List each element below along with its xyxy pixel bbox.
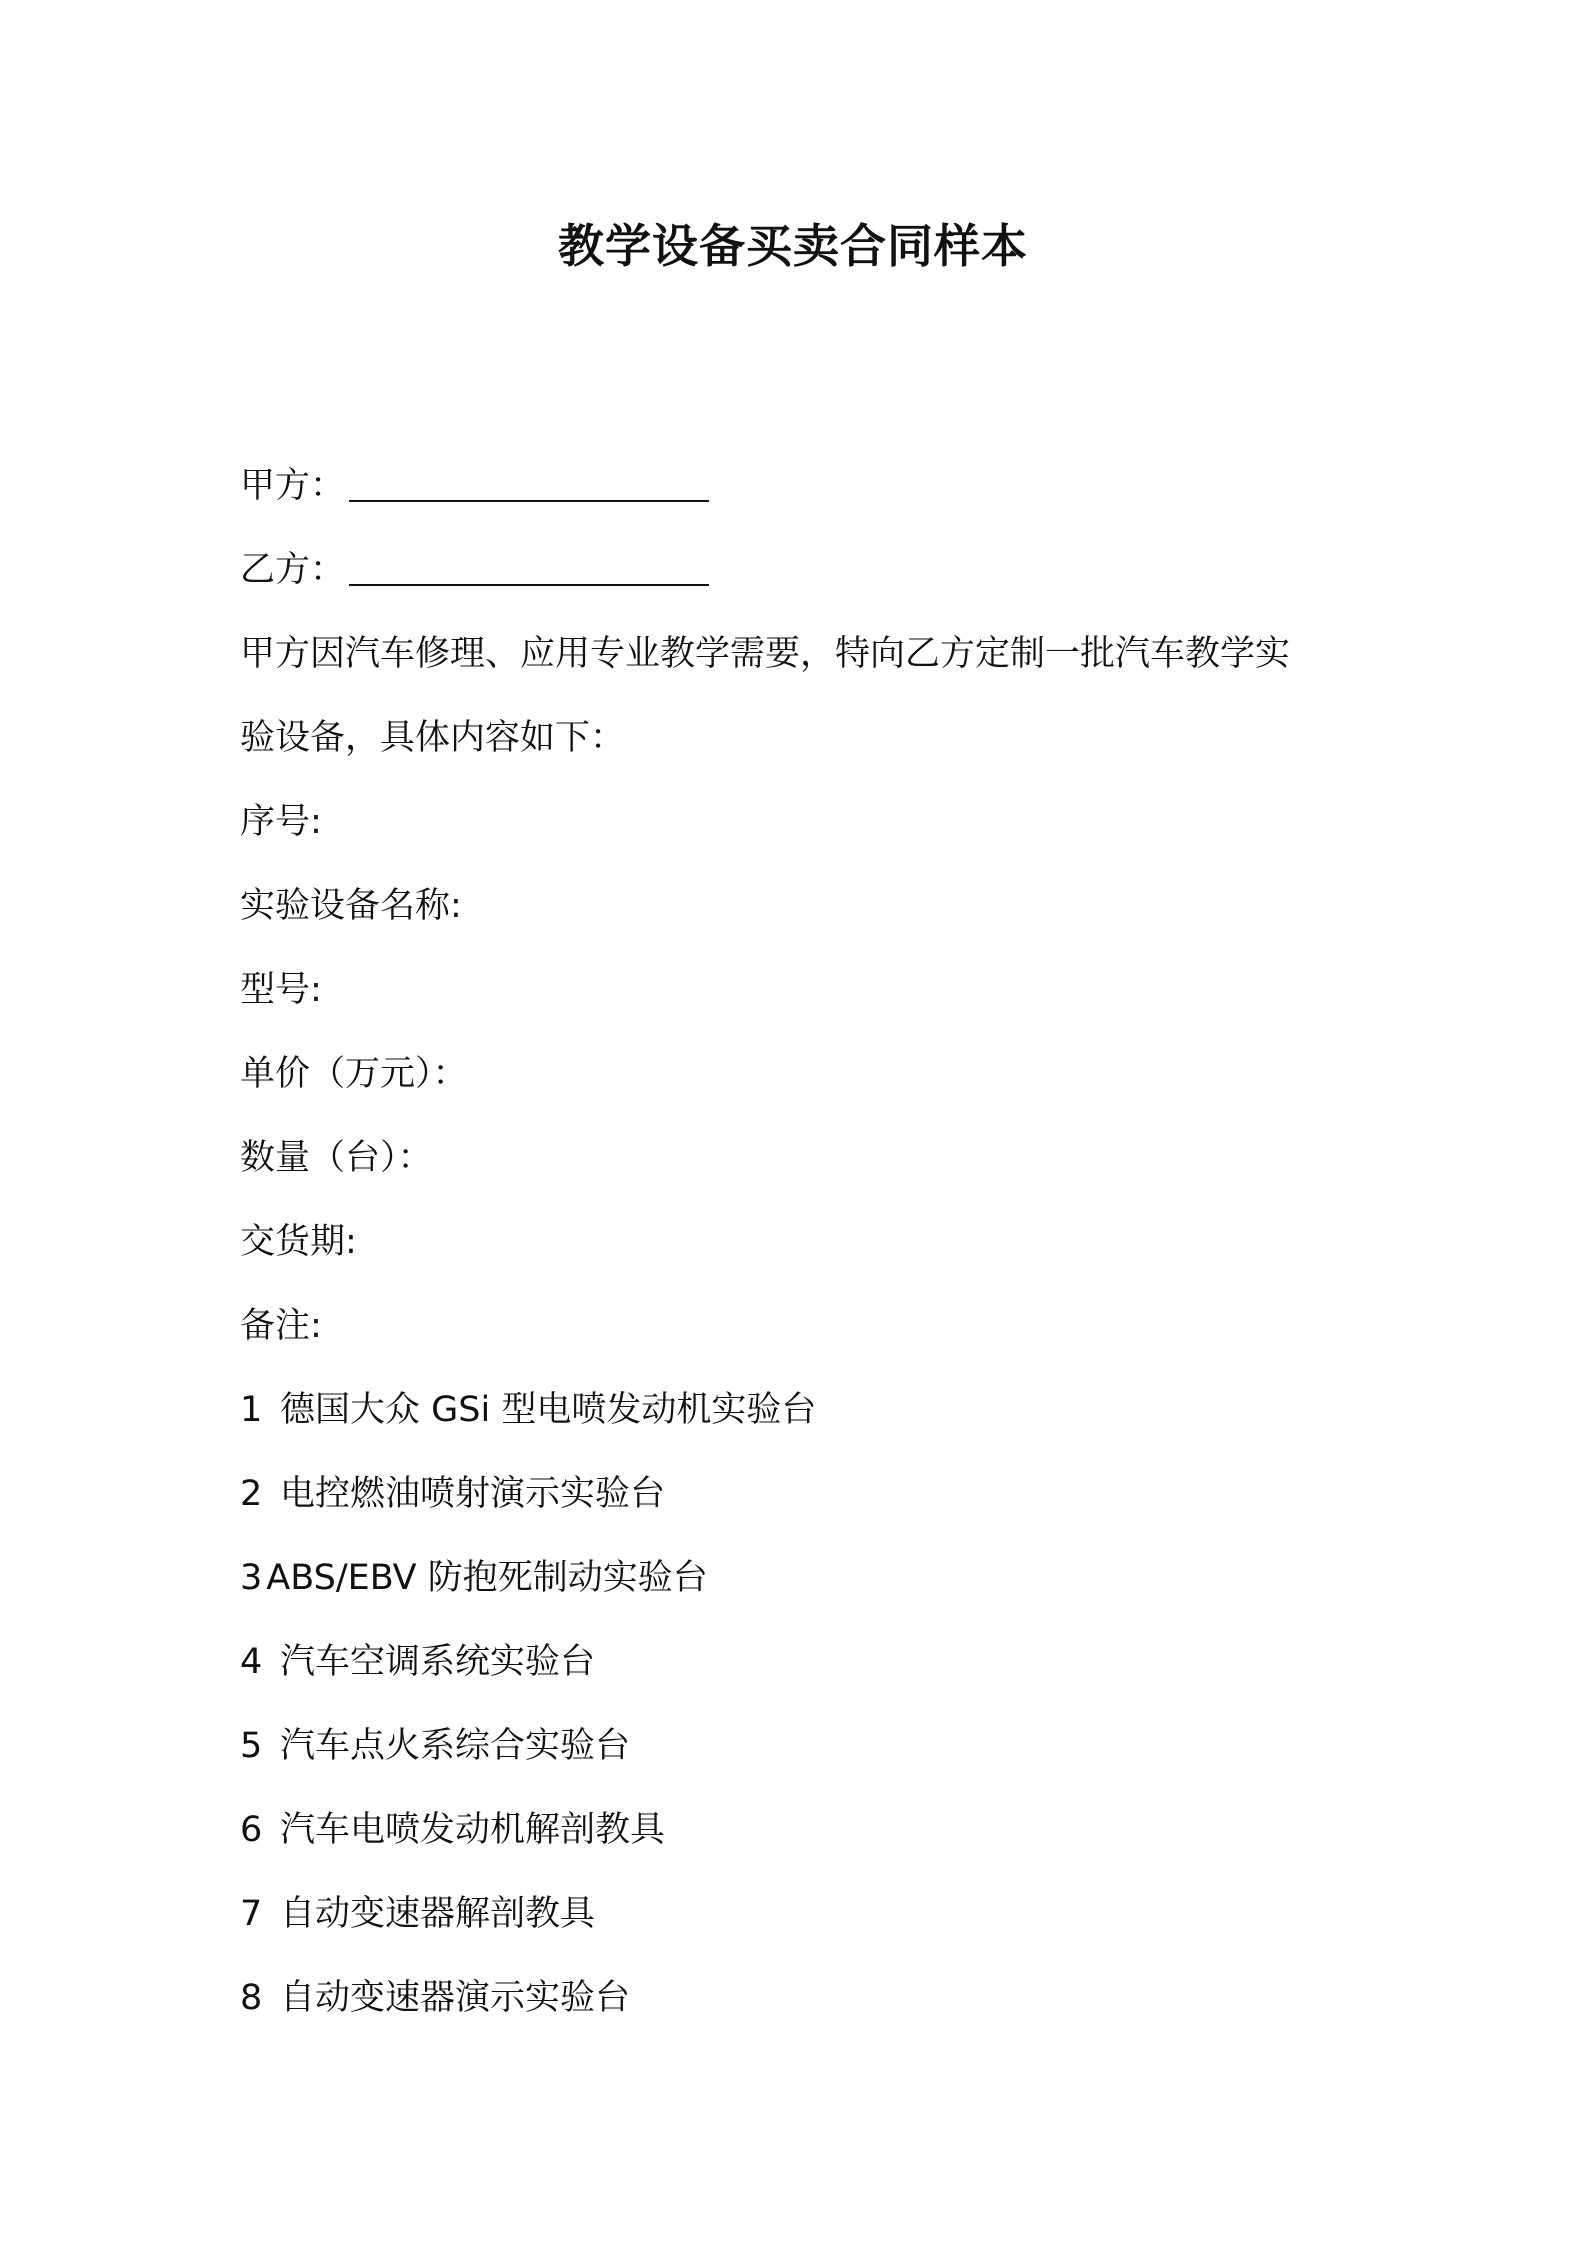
list-item — [240, 1536, 1360, 1620]
item-name: 汽车点火系综合实验台 — [280, 1726, 631, 1766]
list-item — [240, 1620, 1360, 1704]
intro-line-2: 验设备，具体内容如下： — [240, 718, 626, 758]
list-item — [240, 1368, 1360, 1452]
party-b-blank — [349, 580, 709, 586]
item-name: 电控燃油喷射演示实验台 — [280, 1474, 666, 1514]
party-a-label: 甲方： — [240, 466, 346, 506]
list-item — [240, 1872, 1360, 1956]
party-a-line — [240, 444, 1360, 528]
field-model: 型号: — [240, 970, 322, 1010]
intro-line-1: 甲方因汽车修理、应用专业教学需要，特向乙方定制一批汽车教学实 — [240, 634, 1291, 674]
item-number: 6 — [240, 1810, 263, 1850]
item-number: 1 — [240, 1390, 263, 1430]
field-delivery: 交货期: — [240, 1222, 357, 1262]
field-unit-price: 单价（万元）： — [240, 1054, 468, 1094]
item-name: 自动变速器解剖教具 — [280, 1894, 596, 1934]
list-item — [240, 1452, 1360, 1536]
item-name: 德国大众 GSi 型电喷发动机实验台 — [280, 1390, 817, 1430]
field-serial: 序号: — [240, 802, 322, 842]
field-quantity: 数量（台）： — [240, 1138, 433, 1178]
party-b-label: 乙方： — [240, 550, 346, 590]
party-b-line — [240, 528, 1360, 612]
field-equipment-name: 实验设备名称: — [240, 886, 462, 926]
item-number: 7 — [240, 1894, 263, 1934]
item-number: 5 — [240, 1726, 263, 1766]
item-name: 自动变速器演示实验台 — [280, 1978, 631, 2018]
item-number: 3 — [240, 1558, 263, 1598]
item-number: 4 — [240, 1642, 263, 1682]
field-remarks: 备注: — [240, 1306, 322, 1346]
item-number: 2 — [240, 1474, 263, 1514]
item-name: ABS/EBV 防抱死制动实验台 — [266, 1558, 708, 1598]
list-item — [240, 1956, 1360, 2040]
document-title: 教学设备买卖合同样本 — [558, 219, 1028, 273]
item-name: 汽车电喷发动机解剖教具 — [280, 1810, 666, 1850]
list-item — [240, 1704, 1360, 1788]
item-number: 8 — [240, 1978, 263, 2018]
item-name: 汽车空调系统实验台 — [280, 1642, 596, 1682]
party-a-blank — [349, 496, 709, 502]
list-item — [240, 1788, 1360, 1872]
document-body — [240, 444, 1360, 2040]
